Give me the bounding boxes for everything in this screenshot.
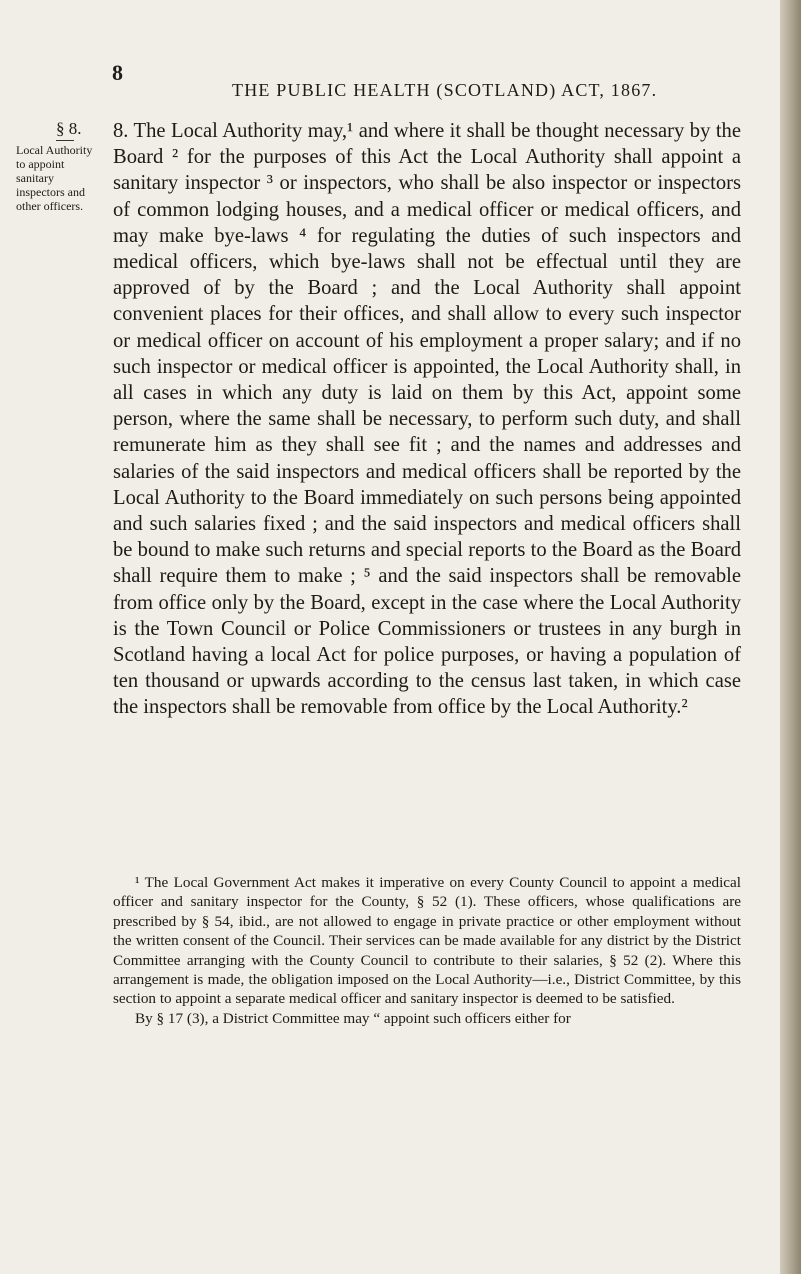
page-number: 8: [112, 60, 123, 85]
running-title: THE PUBLIC HEALTH (SCOTLAND) ACT, 1867.: [232, 80, 658, 100]
section-paragraph: 8. The Local Authority may,¹ and where it shall be thought necessary by the Board ² for the purposes of this Act the Local Authority shall appoint a sanitary inspector ³ or inspectors, who shall be also inspector or inspectors of common lodging houses, and a medical officer or medical officers, and may make bye-laws ⁴ for regulating the duties of such inspectors and medical officers, which bye-laws shall not be effectual until they are approved of by the Board ; and the Local Authority shall appoint convenient places for their offices, and shall allow to every such inspector or medical officer on account of his employment a proper salary; and if no such inspector or medical officer is appointed, the Local Authority shall, in all cases in which any duty is laid on them by this Act, appoint some person, where the same shall be necessary, to perform such duty, and shall remunerate him as they shall see fit ; and the names and addresses and salaries of the said inspectors and medical officers shall be reported by the Local Authority to the Board immediately on such persons being appointed and such salaries fixed ; and the said inspectors and medical officers shall be bound to make such returns and special reports to the Board as the Board shall require them to make ; ⁵ and the said inspectors shall be removable from office only by the Board, except in the case where the Local Authority is the Town Council or Police Commissioners or trustees in any burgh in Scotland having a local Act for police purposes, or having a population of ten thousand or upwards according to the census last taken, in which case the inspectors shall be removable from office by the Local Authority.²: [113, 120, 741, 719]
page-edge-shadow: [780, 0, 801, 1274]
footnote-continuation: By § 17 (3), a District Committee may “ appoint such officers either for: [135, 1009, 571, 1027]
section-body: [113, 118, 741, 721]
footnote-1: ¹ The Local Government Act makes it imperative on every County Council to appoint a medical officer and sanitary inspector for the County, § 52 (1). These officers, whose qualifications are prescribed by § 54, ibid., are not allowed to engage in private practice or other employment without the written consent of the Council. Their services can be made available for any district by the District Committee arranging with the County Council to contribute to their salaries, § 52 (2). Where this arrangement is made, the obligation imposed on the Local Authority—i.e., District Committee, by this section to appoint a separate medical officer and sanitary inspector is deemed to be satisfied.: [113, 874, 741, 1008]
footnotes: [113, 873, 741, 1028]
section-rule: [56, 140, 74, 141]
marginal-note: Local Authority to appoint sanitary inspectors and other officers.: [16, 143, 93, 213]
section-marker: § 8.: [56, 119, 82, 138]
